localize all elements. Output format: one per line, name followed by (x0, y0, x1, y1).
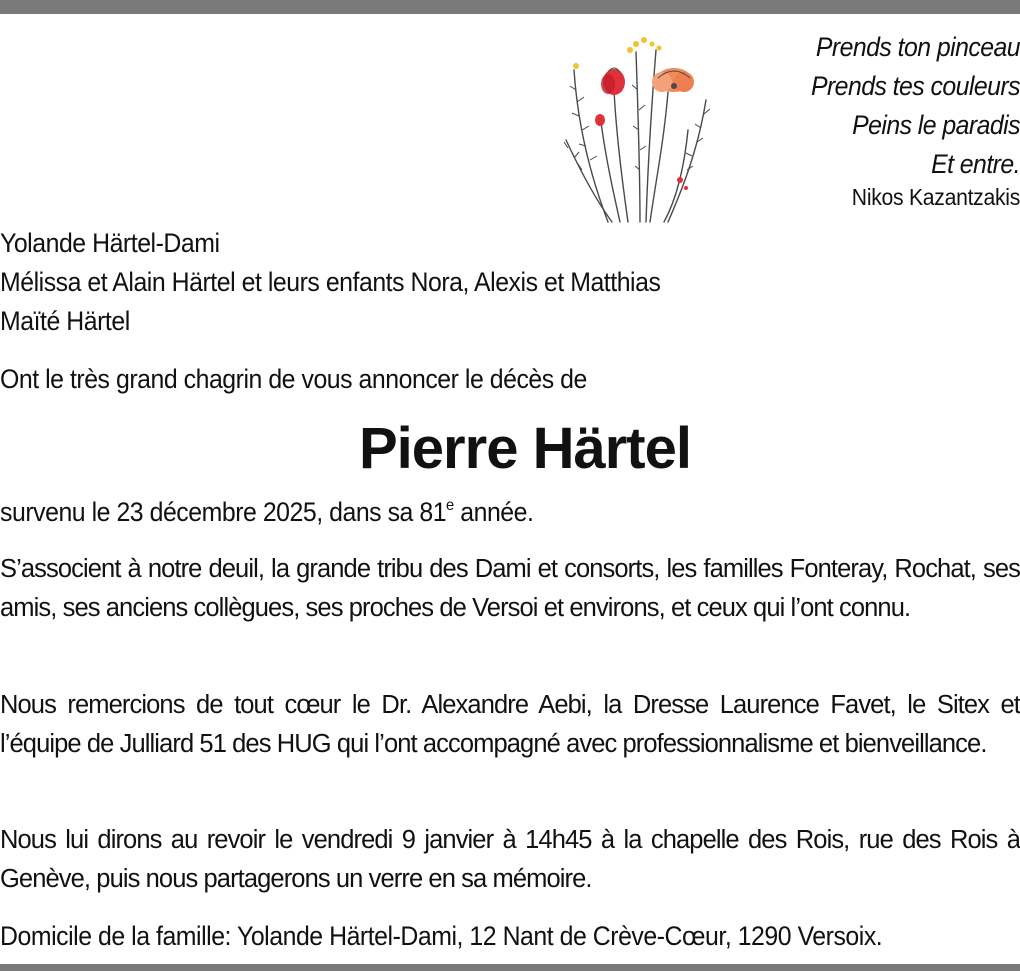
poem-line-2: Prends tes couleurs (810, 71, 1020, 101)
family-line-3: Maïté Härtel (0, 306, 130, 336)
family-list (0, 224, 1020, 341)
family-line-1: Yolande Härtel-Dami (0, 228, 220, 258)
poem-quote (600, 28, 1020, 214)
poem-line-1: Prends ton pinceau (815, 32, 1020, 62)
announcement-text: Ont le très grand chagrin de vous annoncer le décès de (0, 364, 587, 394)
bottom-rule (0, 964, 1020, 971)
date-line-superscript: e (446, 497, 454, 514)
date-line-end: année. (453, 497, 534, 527)
farewell-paragraph: Nous lui dirons au revoir le vendredi 9 janvier à 14h45 à la chapelle des Rois, rue des Rois à Genève, puis nous partagerons un verre en sa mémoire. (0, 826, 1020, 893)
family-line-2: Mélissa et Alain Härtel et leurs enfants Nora, Alexis et Matthias (0, 267, 661, 297)
top-rule (0, 0, 1020, 14)
thanks-paragraph: Nous remercions de tout cœur le Dr. Alexandre Aebi, la Dresse Laurence Favet, le Sitex et l’équipe de Julliard 51 des HUG qui l’ont accompagné avec professionnalisme et bienveillance. (0, 691, 1020, 758)
associates-paragraph: S’associent à notre deuil, la grande tribu des Dami et consorts, les familles Fonteray, Rochat, ses amis, ses anciens collègues, ses proches de Versoi et environs, et ceux qui l’ont connu. (0, 555, 1020, 622)
date-line (0, 493, 1020, 532)
poem-author: Nikos Kazantzakis (851, 184, 1020, 210)
poem-line-4: Et entre. (931, 149, 1020, 179)
deceased-name: Pierre Härtel (359, 416, 691, 481)
date-line-text: survenu le 23 décembre 2025, dans sa 81 (0, 497, 447, 527)
address-line: Domicile de la famille: Yolande Härtel-Dami, 12 Nant de Crève-Cœur, 1290 Versoix. (0, 921, 883, 951)
poem-line-3: Peins le paradis (852, 110, 1020, 140)
